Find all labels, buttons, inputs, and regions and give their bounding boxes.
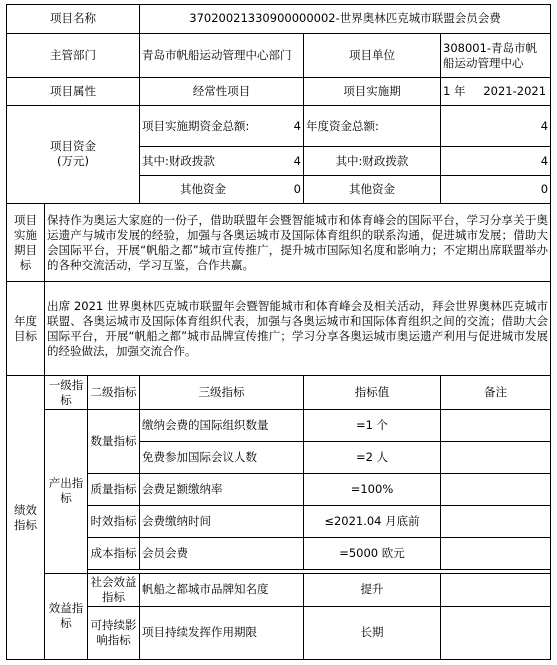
other-value-1: 0 <box>293 181 301 196</box>
indicator-row <box>7 473 551 505</box>
header-level1: 一级指标 <box>45 376 88 410</box>
row-funds-total <box>7 106 551 147</box>
fiscal-value-2: 4 <box>441 147 551 176</box>
indicator-row <box>7 573 551 606</box>
indicator-value: ≤2021.04 月底前 <box>304 505 441 537</box>
indicator-row <box>7 505 551 537</box>
attr-label: 项目属性 <box>7 78 140 106</box>
indicator-note <box>441 473 551 505</box>
header-level2: 二级指标 <box>88 376 140 410</box>
other-label-2: 其他资金 <box>304 176 441 204</box>
indicator-header-row <box>7 376 551 410</box>
funds-total-period <box>140 106 304 147</box>
indicator-row <box>7 410 551 442</box>
indicator-note <box>441 606 551 659</box>
indicator-value: =1 个 <box>304 410 441 442</box>
indicator-name: 免费参加国际会议人数 <box>140 441 304 473</box>
total-period-value: 4 <box>293 118 301 133</box>
benefit-indicator-label: 效益指标 <box>45 573 88 659</box>
period-value <box>441 78 551 106</box>
unit-value: 308001-青岛市帆船运动管理中心 <box>441 33 551 78</box>
total-period-label: 项目实施期资金总额: <box>142 118 250 133</box>
indicator-name: 项目持续发挥作用期限 <box>140 606 304 659</box>
timeliness-indicator-label: 时效指标 <box>88 505 140 537</box>
indicator-value: =100% <box>304 473 441 505</box>
cost-indicator-label: 成本指标 <box>88 537 140 569</box>
period-goal-label: 项目实施期目标 <box>7 203 45 282</box>
row-dept-unit <box>7 33 551 78</box>
indicator-value: 提升 <box>304 573 441 606</box>
indicator-value: =5000 欧元 <box>304 537 441 569</box>
row-project-name <box>7 5 551 34</box>
indicators-section-label: 绩效指标 <box>7 376 45 660</box>
funds-label: 项目资金 (万元) <box>7 106 140 204</box>
fiscal-label-1: 其中:财政拨款 <box>142 153 215 168</box>
attr-value: 经常性项目 <box>140 78 304 106</box>
header-level3: 三级指标 <box>140 376 304 410</box>
indicator-value: =2 人 <box>304 441 441 473</box>
indicator-note <box>441 573 551 606</box>
period-goal-text: 保持作为奥运大家庭的一份子，借助联盟年会暨智能城市和体育峰会的国际平台，学习分享关于奥运遗产与城市发展的经验，加强与各奥运城市及国际体育组织的联系沟通，促进城市发展；借助大会国际平台，开展“帆船之都”城市宣传推广，提升城市国际知名度和影响力；不定期出席联盟举办的各种交流活动，学习互鉴，合作共赢。 <box>45 203 551 282</box>
indicator-note <box>441 410 551 442</box>
quality-indicator-label: 质量指标 <box>88 473 140 505</box>
fiscal-label-2: 其中:财政拨款 <box>304 147 441 176</box>
indicator-row <box>7 537 551 569</box>
indicator-value: 长期 <box>304 606 441 659</box>
dept-value: 青岛市帆船运动管理中心部门 <box>140 33 304 78</box>
indicator-name: 缴纳会费的国际组织数量 <box>140 410 304 442</box>
quantity-indicator-label: 数量指标 <box>88 410 140 474</box>
other-value-2: 0 <box>441 176 551 204</box>
header-value: 指标值 <box>304 376 441 410</box>
unit-label: 项目单位 <box>304 33 441 78</box>
social-indicator-label: 社会效益指标 <box>88 573 140 606</box>
row-attr-period <box>7 78 551 106</box>
project-name-label: 项目名称 <box>7 5 140 34</box>
annual-goal-text: 出席 2021 世界奥林匹克城市联盟年会暨智能城市和体育峰会及相关活动，拜会世界奥林匹克城市联盟、各奥运城市及国际体育组织代表，加强与各奥运城市和国际体育组织之间的交流；借助大会国际平台，开展“帆船之都”城市品牌宣传推广；学习分享各奥运城市奥运遗产利用与促进城市发展的经验做法，加强交流合作。 <box>45 282 551 376</box>
indicator-note <box>441 441 551 473</box>
header-note: 备注 <box>441 376 551 410</box>
indicator-row <box>7 606 551 659</box>
indicator-note <box>441 537 551 569</box>
other-label-1: 其他资金 <box>180 181 226 196</box>
row-annual-goal <box>7 282 551 376</box>
project-performance-table <box>6 4 551 660</box>
total-year-value: 4 <box>441 106 551 147</box>
period-years: 1 年 <box>443 84 466 99</box>
indicator-name: 帆船之都城市品牌知名度 <box>140 573 304 606</box>
indicator-name: 会员会费 <box>140 537 304 569</box>
period-range: 2021-2021 <box>483 84 547 99</box>
indicator-note <box>441 505 551 537</box>
period-label: 项目实施期 <box>304 78 441 106</box>
output-indicator-label: 产出指标 <box>45 410 88 574</box>
project-name-value: 37020021330900000002-世界奥林匹克城市联盟会员会费 <box>140 5 551 34</box>
annual-goal-label: 年度目标 <box>7 282 45 376</box>
sustain-indicator-label: 可持续影响指标 <box>88 606 140 659</box>
funds-other-1 <box>140 176 304 204</box>
total-year-label: 年度资金总额: <box>304 106 441 147</box>
indicator-name: 会费缴纳时间 <box>140 505 304 537</box>
indicator-name: 会费足额缴纳率 <box>140 473 304 505</box>
dept-label: 主管部门 <box>7 33 140 78</box>
fiscal-value-1: 4 <box>293 153 301 168</box>
row-period-goal <box>7 203 551 282</box>
funds-fiscal-1 <box>140 147 304 176</box>
